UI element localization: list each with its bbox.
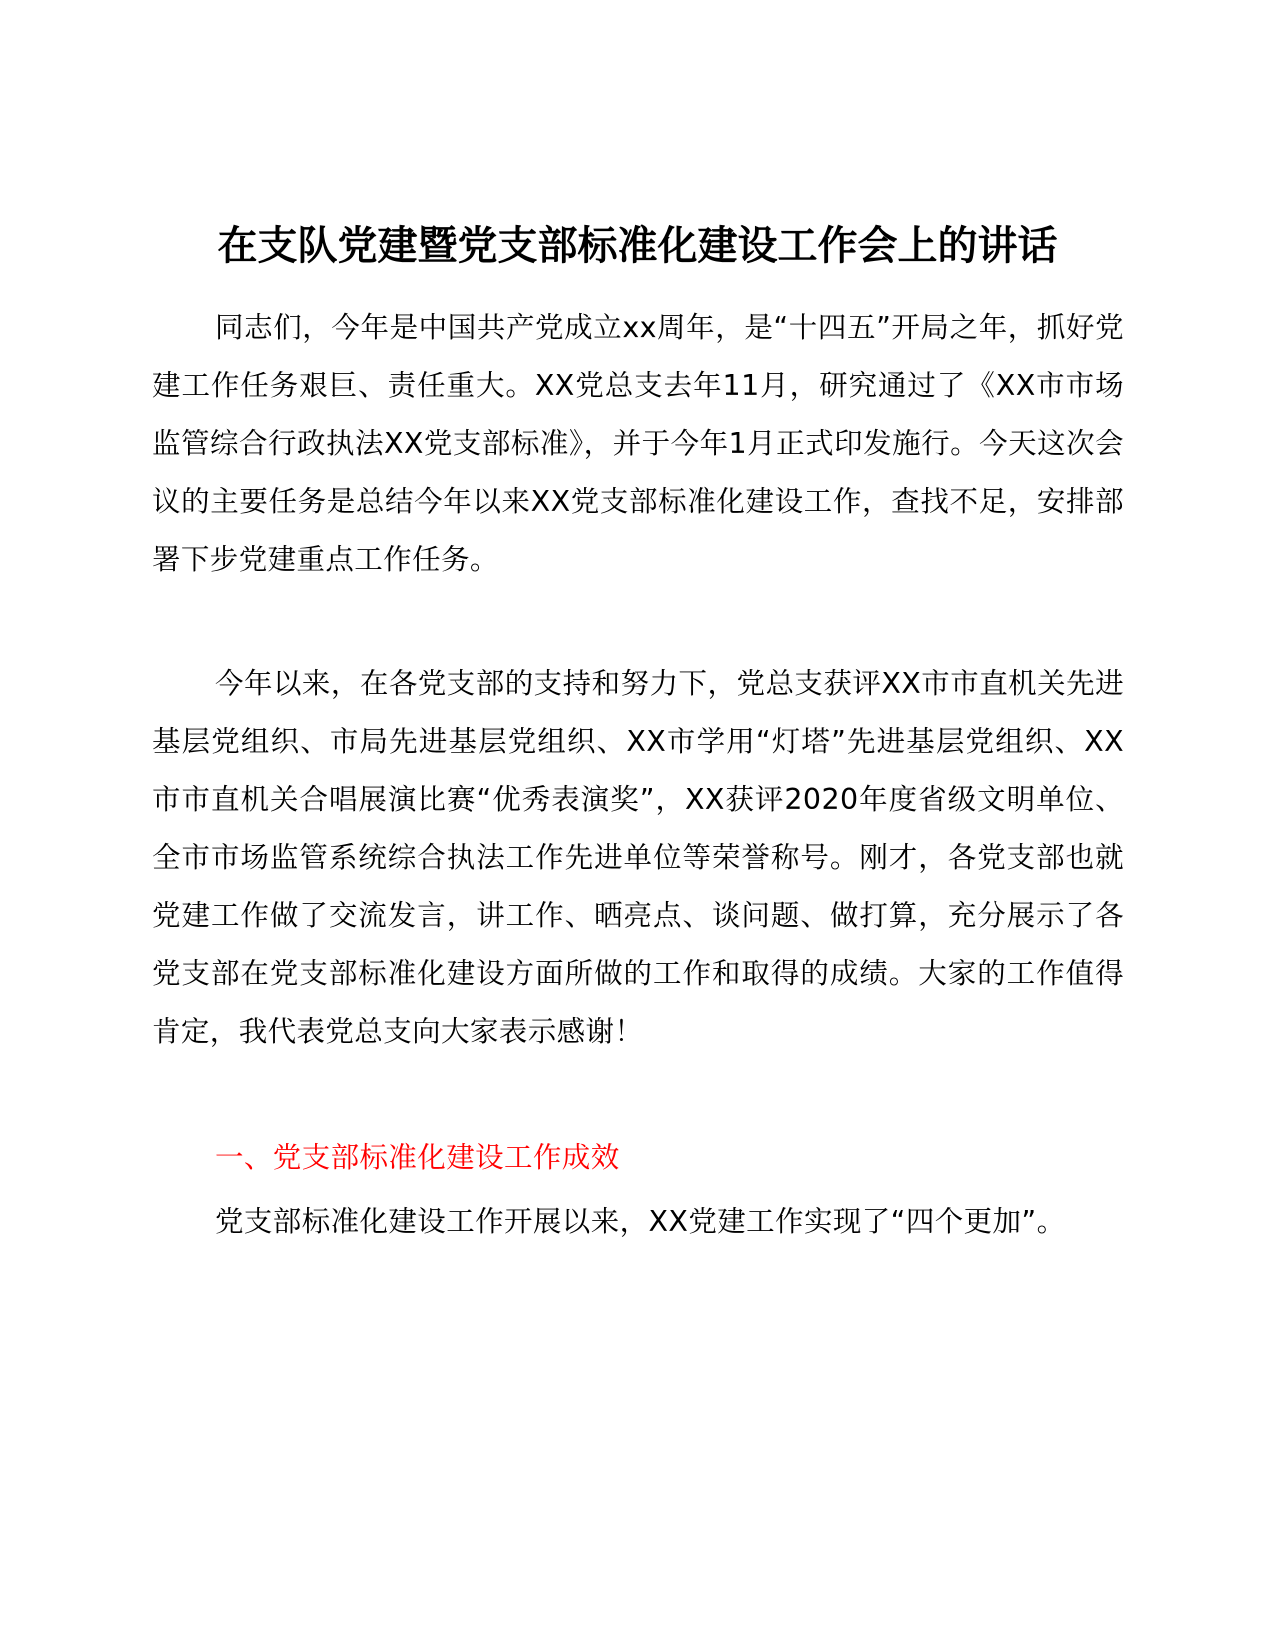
paragraph-achievements: 今年以来，在各党支部的支持和努力下，党总支获评XX市市直机关先进基层党组织、市局先进基层党组织、XX市学用“灯塔”先进基层党组织、XX市市直机关合唱展演比赛“优秀表演奖”，XX获评2020年度省级文明单位、全市市场监管系统综合执法工作先进单位等荣誉称号。刚才，各党支部也就党建工作做了交流发言，讲工作、晒亮点、谈问题、做打算，充分展示了各党支部在党支部标准化建设方面所做的工作和取得的成绩。大家的工作值得肯定，我代表党总支向大家表示感谢！ xyxy=(152,667,1124,1048)
section-heading: 一、党支部标准化建设工作成效 xyxy=(215,1141,620,1174)
paragraph-four-improvements: 党支部标准化建设工作开展以来，XX党建工作实现了“四个更加”。 xyxy=(215,1205,1066,1238)
paragraph-opening: 同志们，今年是中国共产党成立xx周年，是“十四五”开局之年，抓好党建工作任务艰巨、责任重大。XX党总支去年11月，研究通过了《XX市市场监管综合行政执法XX党支部标准》，并于今年1月正式印发施行。今天这次会议的主要任务是总结今年以来XX党支部标准化建设工作，查找不足，安排部署下步党建重点工作任务。 xyxy=(152,311,1124,576)
document-title: 在支队党建暨党支部标准化建设工作会上的讲话 xyxy=(217,223,1058,269)
